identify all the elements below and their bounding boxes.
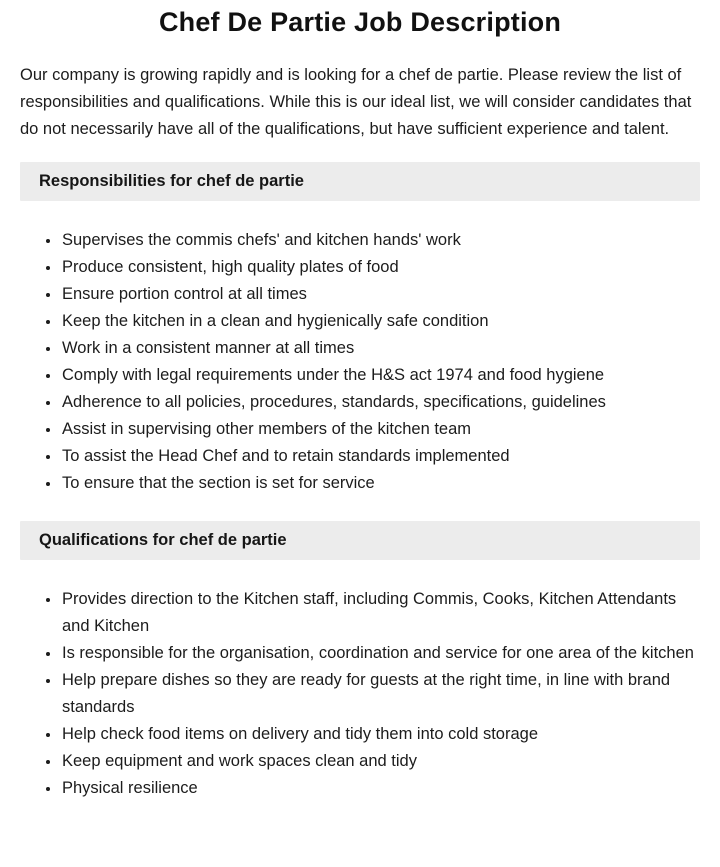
responsibility-item: • Supervises the commis chefs' and kitchen hands' work (61, 227, 700, 254)
qualification-item: • Help check food items on delivery and tidy them into cold storage (61, 721, 700, 748)
qualification-item: • Provides direction to the Kitchen staff, including Commis, Cooks, Kitchen Attendants and Kitchen (61, 586, 700, 640)
intro-paragraph: Our company is growing rapidly and is looking for a chef de partie. Please review the list of responsibilities and qualifications. While this is our ideal list, we will consider candidates that do not necessarily have all of the qualifications, but have sufficient experience and talent. (20, 66, 692, 138)
qualification-item: • Keep equipment and work spaces clean and tidy (61, 748, 700, 775)
responsibilities-list (20, 227, 700, 497)
responsibility-item: • Work in a consistent manner at all times (61, 335, 700, 362)
qualification-item: • Help prepare dishes so they are ready for guests at the right time, in line with brand standards (61, 667, 700, 721)
responsibility-item: • Keep the kitchen in a clean and hygienically safe condition (61, 308, 700, 335)
responsibility-item: • Produce consistent, high quality plates of food (61, 254, 700, 281)
responsibility-item: • Ensure portion control at all times (61, 281, 700, 308)
qualifications-list (20, 586, 700, 802)
page-title: Chef De Partie Job Description (158, 7, 562, 37)
responsibilities-section-header: Responsibilities for chef de partie (20, 162, 700, 201)
qualifications-section-header: Qualifications for chef de partie (20, 521, 700, 560)
qualification-item: • Physical resilience (61, 775, 700, 802)
responsibility-item: • Comply with legal requirements under the H&S act 1974 and food hygiene (61, 362, 700, 389)
responsibility-item: • Adherence to all policies, procedures, standards, specifications, guidelines (61, 389, 700, 416)
responsibility-item: • Assist in supervising other members of the kitchen team (61, 416, 700, 443)
responsibility-item: • To assist the Head Chef and to retain standards implemented (61, 443, 700, 470)
responsibility-item: • To ensure that the section is set for service (61, 470, 700, 497)
qualification-item: • Is responsible for the organisation, coordination and service for one area of the kitchen (61, 640, 700, 667)
